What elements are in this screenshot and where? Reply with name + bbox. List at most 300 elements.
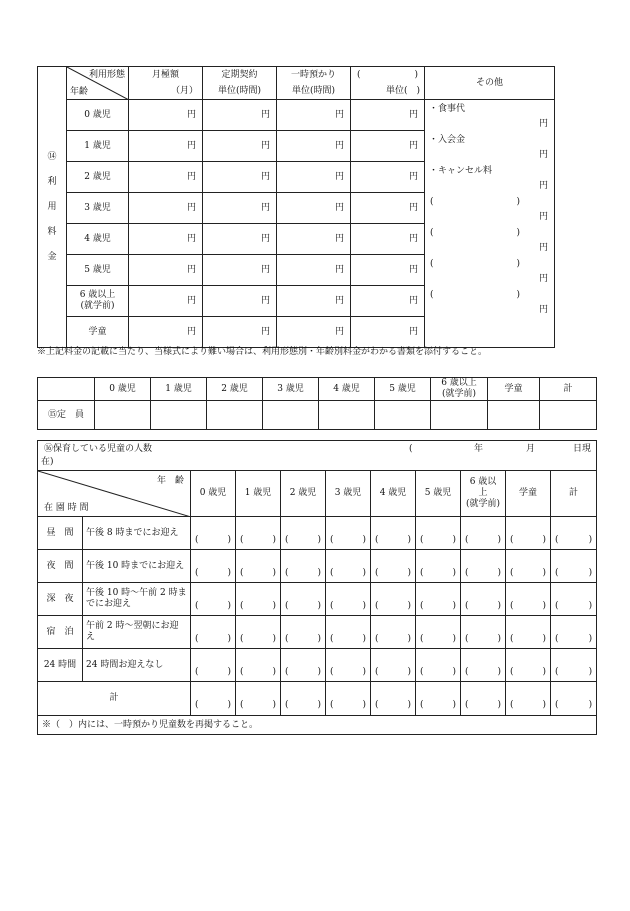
- other-item: ・キャンセル料: [429, 166, 493, 176]
- child-header: 4 歳児: [379, 488, 407, 498]
- cap-header-cell: [95, 378, 151, 401]
- paren-open: (: [375, 633, 379, 644]
- fee-cell[interactable]: [277, 317, 351, 348]
- child-count-cell[interactable]: [506, 517, 551, 550]
- fee-row-age: [67, 193, 129, 224]
- child-count-cell[interactable]: [461, 550, 506, 583]
- paren-open: (: [195, 534, 199, 545]
- paren-open: (: [285, 534, 289, 545]
- paren-open: (: [555, 633, 559, 644]
- paren-close: ): [317, 700, 321, 710]
- fee-cell[interactable]: [351, 255, 425, 286]
- col-temp-label: 一時預かり: [290, 69, 336, 80]
- fee-cell[interactable]: [203, 224, 277, 255]
- paren-close: ): [227, 600, 231, 611]
- children-row: [38, 649, 597, 682]
- col-regular: [203, 67, 277, 100]
- child-count-cell[interactable]: [236, 649, 281, 682]
- cap-input-cell[interactable]: [319, 401, 375, 430]
- paren-close: ): [227, 666, 231, 677]
- row-time-name: [38, 517, 83, 550]
- fee-cell[interactable]: [129, 162, 203, 193]
- cap-header: 計: [563, 383, 573, 394]
- child-count-cell[interactable]: [461, 649, 506, 682]
- paren-close: ): [588, 666, 593, 677]
- paren-open: (: [330, 700, 334, 710]
- children-row: [38, 583, 597, 616]
- yen-unit: 円: [408, 202, 418, 213]
- fee-table: [37, 66, 555, 348]
- fee-cell[interactable]: [351, 224, 425, 255]
- child-count-cell[interactable]: [326, 583, 371, 616]
- child-count-cell[interactable]: [326, 517, 371, 550]
- paren-open: (: [555, 700, 559, 710]
- paren-close: ): [542, 700, 546, 710]
- paren-close: ): [272, 633, 276, 644]
- child-count-cell[interactable]: [326, 649, 371, 682]
- fee-row-age: [67, 100, 129, 131]
- row-time-desc: [83, 517, 191, 550]
- child-header: 3 歳児: [334, 488, 362, 498]
- fee-cell[interactable]: [129, 131, 203, 162]
- paren-close: ): [272, 600, 276, 611]
- paren-open: (: [195, 567, 199, 578]
- fee-cell[interactable]: [203, 286, 277, 317]
- fee-other-cell[interactable]: [425, 100, 555, 348]
- section-char: ⑭: [47, 151, 57, 162]
- fee-row-age: [67, 224, 129, 255]
- child-count-cell[interactable]: [326, 550, 371, 583]
- cap-label: ⑮定 員: [47, 409, 84, 420]
- child-count-cell[interactable]: [371, 682, 416, 716]
- paren-open: (: [465, 600, 469, 611]
- paren-open: (: [510, 700, 514, 710]
- paren-open: (: [430, 197, 434, 207]
- fee-cell[interactable]: [129, 193, 203, 224]
- paren-open: (: [375, 700, 379, 710]
- fee-diagonal-header: [67, 67, 129, 100]
- paren-open: (: [555, 666, 559, 677]
- child-count-cell[interactable]: [416, 550, 461, 583]
- fee-row-age: [67, 131, 129, 162]
- paren-open: (: [240, 700, 244, 710]
- fee-cell[interactable]: [203, 255, 277, 286]
- paren-open: (: [510, 666, 514, 677]
- time-name: 昼 間: [46, 527, 74, 538]
- paren-open: (: [420, 567, 424, 578]
- yen-unit: 円: [260, 140, 270, 151]
- paren-open: (: [430, 290, 434, 300]
- cap-corner: [38, 378, 95, 401]
- time-name: 24 時間: [43, 659, 77, 670]
- header-age: 年 齢: [156, 475, 184, 486]
- paren-open: (: [555, 600, 559, 611]
- paren-open: (: [330, 666, 334, 677]
- paren-open: (: [465, 666, 469, 677]
- yen-unit: 円: [334, 233, 344, 244]
- yen-unit: 円: [260, 264, 270, 275]
- paren-open: (: [510, 534, 514, 545]
- diagonal-line: [38, 471, 191, 517]
- cap-header: 6 歳以上: [441, 378, 477, 388]
- child-count-cell[interactable]: [416, 616, 461, 649]
- paren-close: ): [516, 290, 520, 300]
- fee-cell[interactable]: [129, 224, 203, 255]
- fee-cell[interactable]: [351, 100, 425, 131]
- col-monthly-unit: （月）: [170, 85, 198, 96]
- child-header-line3: (就学前): [465, 499, 501, 509]
- child-count-cell[interactable]: [551, 682, 597, 716]
- paren-close: ): [516, 228, 520, 238]
- fee-row-age: [67, 255, 129, 286]
- paren-open: (: [285, 567, 289, 578]
- cap-header-sub: (就学前): [441, 389, 477, 399]
- child-header-cell: [461, 471, 506, 517]
- fee-cell[interactable]: [129, 255, 203, 286]
- cap-header: 3 歳児: [277, 383, 304, 394]
- paren-close: ): [362, 633, 366, 644]
- note-text: ※（ ）内には、一時預かり児童数を再掲すること。: [42, 719, 259, 730]
- diagonal-line: [67, 67, 129, 100]
- child-count-cell[interactable]: [416, 583, 461, 616]
- child-count-cell[interactable]: [371, 583, 416, 616]
- yen-unit: 円: [408, 326, 418, 337]
- paren-close: ): [542, 633, 546, 644]
- col-regular-label: 定期契約: [221, 69, 258, 80]
- time-name: 深 夜: [46, 593, 74, 604]
- row-time-name: [38, 616, 83, 649]
- child-header: 0 歳児: [199, 488, 227, 498]
- child-count-cell[interactable]: [461, 616, 506, 649]
- paren-close: ): [452, 600, 456, 611]
- paren-open: (: [430, 259, 434, 269]
- paren-close: ): [227, 633, 231, 644]
- fee-cell[interactable]: [351, 162, 425, 193]
- cap-header: 5 歳児: [389, 383, 416, 394]
- header-usage-form: 利用形態: [88, 70, 125, 80]
- paren-close: ): [452, 534, 456, 545]
- fee-cell[interactable]: [277, 193, 351, 224]
- fee-cell[interactable]: [203, 162, 277, 193]
- cap-input-cell[interactable]: [207, 401, 263, 430]
- paren-open: (: [420, 666, 424, 677]
- paren-close: ): [588, 600, 593, 611]
- paren-open: (: [195, 633, 199, 644]
- cap-input-cell[interactable]: [95, 401, 151, 430]
- row-age-label: 5 歳児: [84, 264, 111, 275]
- paren-open: (: [555, 567, 559, 578]
- child-header-cell: [326, 471, 371, 517]
- paren-close: ): [272, 567, 276, 578]
- paren-open: (: [555, 534, 559, 545]
- child-header: 6 歳以: [469, 477, 497, 487]
- fee-cell[interactable]: [277, 224, 351, 255]
- cap-input-cell[interactable]: [431, 401, 488, 430]
- paren-close: ): [414, 69, 418, 80]
- child-count-cell[interactable]: [506, 649, 551, 682]
- paren-open: (: [375, 567, 379, 578]
- cap-header-cell: [207, 378, 263, 401]
- child-count-cell[interactable]: [326, 682, 371, 716]
- paren-open: (: [420, 633, 424, 644]
- row-time-desc: [83, 649, 191, 682]
- paren-close: ): [362, 666, 366, 677]
- paren-close: ): [452, 700, 456, 710]
- paren-open: (: [240, 534, 244, 545]
- yen-unit: 円: [260, 295, 270, 306]
- paren-open: (: [240, 633, 244, 644]
- paren-open: (: [465, 700, 469, 710]
- date-day: 日現: [573, 444, 592, 454]
- paren-open: (: [285, 600, 289, 611]
- paren-close: ): [497, 534, 501, 545]
- yen-unit: 円: [186, 140, 196, 151]
- child-count-cell[interactable]: [281, 682, 326, 716]
- child-count-cell[interactable]: [191, 583, 236, 616]
- child-count-cell[interactable]: [236, 550, 281, 583]
- child-header: 学童: [518, 488, 537, 498]
- paren-open: (: [510, 600, 514, 611]
- paren-close: ): [362, 534, 366, 545]
- paren-open: (: [330, 633, 334, 644]
- col-regular-unit: 単位(時間): [217, 85, 262, 96]
- yen-unit: 円: [260, 202, 270, 213]
- child-count-cell[interactable]: [551, 583, 597, 616]
- cap-header-cell: [488, 378, 540, 401]
- child-count-cell[interactable]: [551, 517, 597, 550]
- child-count-cell[interactable]: [236, 517, 281, 550]
- yen-unit: 円: [186, 233, 196, 244]
- children-diagonal-header: [38, 471, 191, 517]
- paren-close: ): [588, 700, 593, 710]
- yen-unit: 円: [334, 202, 344, 213]
- child-count-cell[interactable]: [191, 550, 236, 583]
- row-time-desc: [83, 616, 191, 649]
- cap-input-cell[interactable]: [375, 401, 431, 430]
- fee-row: [38, 100, 555, 131]
- child-count-cell[interactable]: [281, 649, 326, 682]
- yen-unit: 円: [538, 150, 548, 160]
- paren-close: ): [227, 700, 231, 710]
- child-header-line2: 上: [478, 488, 488, 498]
- capacity-table: [37, 377, 597, 430]
- children-note: [38, 716, 597, 735]
- child-count-cell[interactable]: [551, 616, 597, 649]
- fee-cell[interactable]: [129, 317, 203, 348]
- paren-close: ): [407, 600, 411, 611]
- section-char: 用: [47, 201, 57, 212]
- row-age-label: 4 歳児: [84, 233, 111, 244]
- time-desc: 午後 8 時までにお迎え: [86, 527, 179, 538]
- child-count-cell[interactable]: [506, 583, 551, 616]
- fee-row-age: [67, 317, 129, 348]
- child-count-cell[interactable]: [281, 550, 326, 583]
- paren-close: ): [272, 666, 276, 677]
- paren-close: ): [588, 633, 593, 644]
- cap-header: 2 歳児: [221, 383, 248, 394]
- child-header-cell: [506, 471, 551, 517]
- paren-open: (: [285, 700, 289, 710]
- paren-close: ): [542, 567, 546, 578]
- row-age-label: 1 歳児: [84, 140, 111, 151]
- paren-open: (: [375, 534, 379, 545]
- fee-cell[interactable]: [277, 162, 351, 193]
- fee-cell[interactable]: [351, 317, 425, 348]
- paren-close: ): [588, 534, 593, 545]
- cap-header: 0 歳児: [109, 383, 136, 394]
- children-title-row: [38, 441, 597, 471]
- fee-cell[interactable]: [351, 131, 425, 162]
- paren-open: (: [240, 666, 244, 677]
- yen-unit: 円: [334, 109, 344, 120]
- paren-open: (: [330, 567, 334, 578]
- child-count-cell[interactable]: [461, 583, 506, 616]
- child-count-cell[interactable]: [371, 616, 416, 649]
- yen-unit: 円: [186, 202, 196, 213]
- child-count-cell[interactable]: [461, 517, 506, 550]
- paren-close: ): [362, 600, 366, 611]
- child-header-cell: [551, 471, 597, 517]
- child-header-cell: [371, 471, 416, 517]
- fee-cell[interactable]: [277, 286, 351, 317]
- fee-cell[interactable]: [203, 131, 277, 162]
- child-header: 1 歳児: [244, 488, 272, 498]
- child-count-cell[interactable]: [506, 682, 551, 716]
- child-count-cell[interactable]: [326, 616, 371, 649]
- child-count-cell[interactable]: [551, 649, 597, 682]
- col-monthly-label: 月極額: [151, 69, 179, 80]
- row-age-sub: (就学前): [80, 301, 115, 311]
- fee-cell[interactable]: [351, 286, 425, 317]
- row-age-label: 0 歳児: [84, 109, 111, 120]
- paren-close: ): [362, 700, 366, 710]
- fee-cell[interactable]: [351, 193, 425, 224]
- child-count-cell[interactable]: [551, 550, 597, 583]
- paren-open: (: [465, 567, 469, 578]
- fee-row-age: [67, 162, 129, 193]
- col-temp-unit: 単位(時間): [291, 85, 336, 96]
- child-count-cell[interactable]: [506, 616, 551, 649]
- header-time: 在 園 時 間: [44, 502, 89, 513]
- paren-open: (: [330, 534, 334, 545]
- fee-note: ※上記料金の記載に当たり、当様式により難い場合は、利用形態別・年齢別料金がわかる書類を添付すること。: [37, 347, 488, 357]
- paren-open: (: [430, 228, 434, 238]
- child-header-cell: [281, 471, 326, 517]
- cap-header-cell: [263, 378, 319, 401]
- paren-open: (: [465, 534, 469, 545]
- child-count-cell[interactable]: [506, 550, 551, 583]
- child-count-cell[interactable]: [371, 649, 416, 682]
- row-age-label: 3 歳児: [84, 202, 111, 213]
- yen-unit: 円: [538, 212, 548, 222]
- child-count-cell[interactable]: [281, 517, 326, 550]
- paren-close: ): [317, 666, 321, 677]
- time-name: 夜 間: [46, 560, 74, 571]
- yen-unit: 円: [260, 171, 270, 182]
- paren-close: ): [407, 700, 411, 710]
- section-char: 料: [47, 226, 57, 237]
- child-header-cell: [416, 471, 461, 517]
- fee-row-age: [67, 286, 129, 317]
- child-count-cell[interactable]: [236, 616, 281, 649]
- yen-unit: 円: [260, 109, 270, 120]
- fee-cell[interactable]: [277, 131, 351, 162]
- child-count-cell[interactable]: [236, 583, 281, 616]
- fee-cell[interactable]: [203, 193, 277, 224]
- col-monthly: [129, 67, 203, 100]
- col-blank: [351, 67, 425, 100]
- child-count-cell[interactable]: [281, 583, 326, 616]
- child-count-cell[interactable]: [191, 616, 236, 649]
- child-header: 計: [569, 488, 579, 498]
- fee-cell[interactable]: [277, 255, 351, 286]
- paren-close: ): [542, 534, 546, 545]
- cap-header: 4 歳児: [333, 383, 360, 394]
- paren-close: ): [272, 700, 276, 710]
- paren-close: ): [516, 259, 520, 269]
- child-count-cell[interactable]: [416, 682, 461, 716]
- child-count-cell[interactable]: [191, 682, 236, 716]
- child-count-cell[interactable]: [191, 517, 236, 550]
- cap-input-cell[interactable]: [540, 401, 597, 430]
- child-count-cell[interactable]: [416, 649, 461, 682]
- paren-close: ): [407, 534, 411, 545]
- time-desc: 24 時間お迎えなし: [86, 659, 164, 670]
- child-count-cell[interactable]: [371, 550, 416, 583]
- child-count-cell[interactable]: [191, 649, 236, 682]
- fee-cell[interactable]: [203, 100, 277, 131]
- children-total-row: [38, 682, 597, 716]
- child-count-cell[interactable]: [281, 616, 326, 649]
- child-count-cell[interactable]: [236, 682, 281, 716]
- date-year: 年: [474, 444, 484, 454]
- col-other-label: その他: [475, 77, 503, 88]
- yen-unit: 円: [186, 264, 196, 275]
- yen-unit: 円: [334, 264, 344, 275]
- paren-open: (: [195, 666, 199, 677]
- paren-close: ): [497, 600, 501, 611]
- date-open: (: [409, 444, 413, 454]
- fee-cell[interactable]: [129, 100, 203, 131]
- cap-header-cell: [319, 378, 375, 401]
- col-other: [425, 67, 555, 100]
- cap-input-cell[interactable]: [263, 401, 319, 430]
- row-time-desc: [83, 550, 191, 583]
- cap-input-cell[interactable]: [488, 401, 540, 430]
- yen-unit: 円: [186, 109, 196, 120]
- header-age: 年齢: [70, 87, 89, 97]
- fee-cell[interactable]: [129, 286, 203, 317]
- yen-unit: 円: [408, 109, 418, 120]
- paren-close: ): [497, 633, 501, 644]
- yen-unit: 円: [260, 233, 270, 244]
- child-count-cell[interactable]: [461, 682, 506, 716]
- child-count-cell[interactable]: [416, 517, 461, 550]
- paren-close: ): [317, 534, 321, 545]
- child-count-cell[interactable]: [371, 517, 416, 550]
- fee-cell[interactable]: [203, 317, 277, 348]
- cap-input-cell[interactable]: [151, 401, 207, 430]
- fee-cell[interactable]: [277, 100, 351, 131]
- paren-open: (: [375, 600, 379, 611]
- yen-unit: 円: [334, 140, 344, 151]
- paren-open: (: [465, 633, 469, 644]
- yen-unit: 円: [186, 171, 196, 182]
- total-label: [38, 682, 191, 716]
- paren-open: (: [420, 700, 424, 710]
- time-desc: 午後 10 時までにお迎え: [86, 560, 185, 571]
- paren-open: (: [375, 666, 379, 677]
